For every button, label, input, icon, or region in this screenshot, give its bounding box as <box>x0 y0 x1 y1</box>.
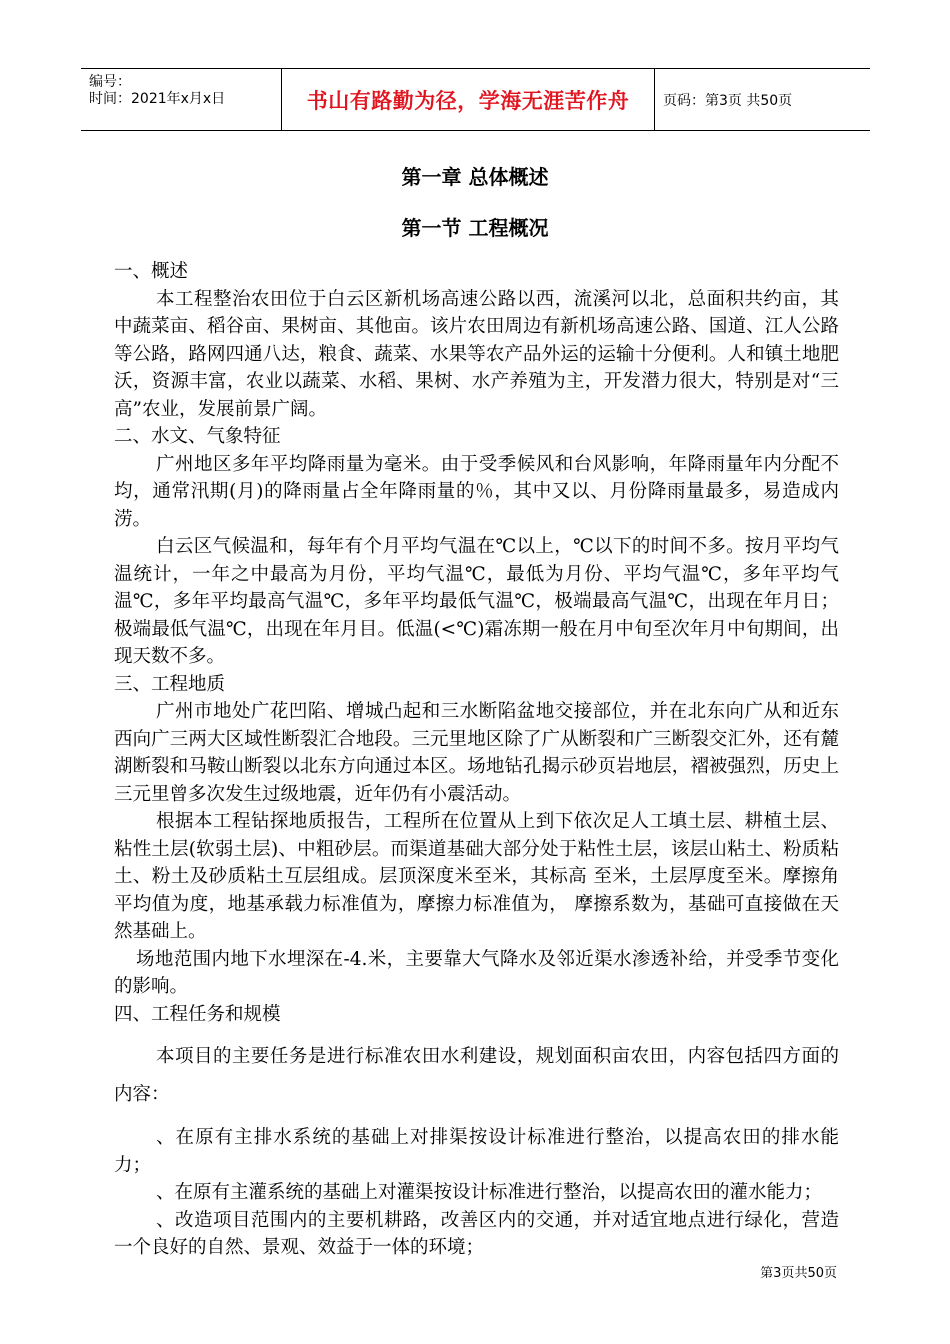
paragraph-geology: 广州市地处广花凹陷、增城凸起和三水断陷盆地交接部位，并在北东向广从和近东西向广三两大区域性断裂汇合地段。三元里地区除了广从断裂和广三断裂交汇外，还有麓湖断裂和马鞍山断裂以北东方向通过本区。场地钻孔揭示砂页岩地层，褶被强烈，历史上三元里曾多次发生过级地震，近年仍有小震活动。 <box>114 701 839 805</box>
paragraph-rainfall: 广州地区多年平均降雨量为毫米。由于受季候风和台风影响，年降雨量年内分配不均，通常汛期(月)的降雨量占全年降雨量的％，其中又以、月份降雨量最多，易造成内涝。 <box>114 453 839 530</box>
header-motto-cell <box>281 69 655 130</box>
paragraph-groundwater: 场地范围内地下水埋深在-4.米，主要靠大气降水及邻近渠水渗透补给，并受季节变化的影响。 <box>114 948 839 997</box>
number-label: 编号： <box>89 74 131 90</box>
page-header <box>81 68 870 131</box>
page-footer: 第3页共50页 <box>760 1266 837 1281</box>
paragraph-tasks: 本项目的主要任务是进行标准农田水利建设，规划面积亩农田，内容包括四方面的内容： <box>114 1046 839 1105</box>
time-label: 时间：2021年x月x日 <box>89 91 226 107</box>
page-label: 页码：第3页 共50页 <box>663 92 793 109</box>
header-page-cell <box>655 69 870 130</box>
paragraph-task-drainage: 、在原有主排水系统的基础上对排渠按设计标准进行整治，以提高农田的排水能力； <box>114 1127 839 1176</box>
paragraph-climate: 白云区气候温和，每年有个月平均气温在℃以上，℃以下的时间不多。按月平均气温统计，一年之中最高为月份，平均气温℃，最低为月份、平均气温℃，多年平均气温℃，多年平均最高气温℃，多年平均最低气温℃，极端最高气温℃，出现在年月日；极端最低气温℃，出现在年月目。低温(<℃)霜冻期一般在月中旬至次年月中旬期间，出现天数不多。 <box>114 536 839 667</box>
heading-overview: 一、概述 <box>114 261 189 282</box>
motto-text: 书山有路勤为径，学海无涯苦作舟 <box>306 88 630 113</box>
paragraph-survey: 根据本工程钻探地质报告，工程所在位置从上到下依次足人工填土层、耕植土层、粘性土层(软弱土层)、中粗砂层。而渠道基础大部分处于粘性土层，该层山粘土、粉质粘土、粉土及砂质粘土互层组成。层顶深度米至米，其标高 至米，土层厚度至米。摩擦角平均值为度，地基承载力标准值为，摩擦力标准值为， 摩擦系数为，基础可直接做在天然基础上。 <box>114 811 839 942</box>
chapter-title: 第一章 总体概述 <box>401 165 549 189</box>
heading-hydrology: 二、水文、气象特征 <box>114 426 281 447</box>
paragraph-task-roads: 、改造项目范围内的主要机耕路，改善区内的交通，并对适宜地点进行绿化，营造一个良好的自然、景观、效益于一体的环境； <box>114 1209 839 1258</box>
document-body <box>114 258 839 1262</box>
paragraph-overview: 本工程整治农田位于白云区新机场高速公路以西，流溪河以北，总面积共约亩，其中蔬菜亩、稻谷亩、果树亩、其他亩。该片农田周边有新机场高速公路、国道、江人公路等公路，路网四通八达，粮食、蔬菜、水果等农产品外运的运输十分便利。人和镇土地肥沃，资源丰富，农业以蔬菜、水稻、果树、水产养殖为主，开发潜力很大，特别是对“三高”农业，发展前景广阔。 <box>114 288 839 420</box>
header-left <box>81 69 281 130</box>
heading-geology: 三、工程地质 <box>114 673 226 695</box>
paragraph-task-irrigation: 、在原有主灌系统的基础上对灌渠按设计标准进行整治，以提高农田的灌水能力； <box>156 1182 823 1203</box>
section-title: 第一节 工程概况 <box>401 216 549 240</box>
heading-tasks: 四、工程任务和规模 <box>114 1003 281 1025</box>
